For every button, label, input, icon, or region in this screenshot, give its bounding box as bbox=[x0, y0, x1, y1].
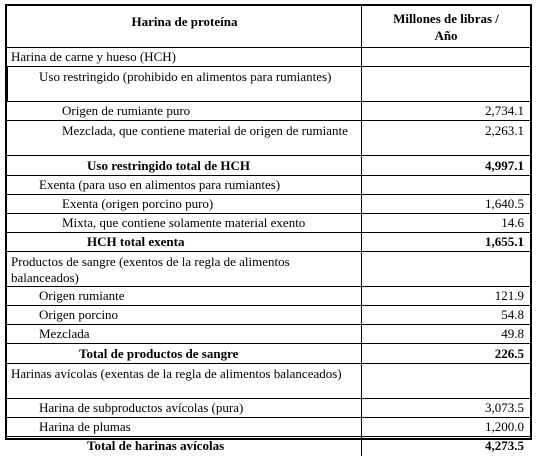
row-label: Harina de subproductos avícolas (pura) bbox=[39, 400, 244, 415]
table-row bbox=[7, 175, 530, 194]
row-value: 4,997.1 bbox=[485, 158, 524, 173]
row-label: Mixta, que contiene solamente material exento bbox=[62, 215, 306, 230]
header-million-pounds: Millones de libras / Año bbox=[393, 11, 499, 43]
row-label: HCH total exenta bbox=[87, 234, 185, 249]
table-row-total bbox=[7, 155, 530, 175]
table-row bbox=[7, 251, 530, 286]
table-row bbox=[7, 66, 530, 101]
table-row bbox=[7, 194, 530, 213]
table-row bbox=[7, 213, 530, 232]
table-row-total bbox=[7, 232, 530, 251]
row-value: 54.8 bbox=[501, 307, 524, 322]
row-value: 2,263.1 bbox=[485, 123, 524, 138]
row-label: Harina de plumas bbox=[39, 419, 131, 434]
row-value: 4,273.5 bbox=[485, 438, 524, 453]
row-label: Total de productos de sangre bbox=[79, 346, 239, 361]
row-value: 49.8 bbox=[501, 326, 524, 341]
table-row bbox=[7, 305, 530, 324]
table-row bbox=[7, 101, 530, 120]
row-value: 121.9 bbox=[494, 288, 524, 303]
row-label: Productos de sangre (exentos de la regla de alimentos balanceados) bbox=[11, 254, 290, 285]
protein-meal-table bbox=[5, 4, 532, 453]
row-value: 1,655.1 bbox=[485, 234, 524, 249]
table-row bbox=[7, 47, 530, 66]
row-label: Harina de carne y hueso (HCH) bbox=[11, 49, 176, 64]
table-row bbox=[7, 286, 530, 305]
row-label: Exenta (origen porcino puro) bbox=[62, 196, 214, 211]
row-value: 1,200.0 bbox=[485, 419, 524, 434]
table-row bbox=[7, 398, 530, 417]
table-row bbox=[7, 363, 530, 398]
row-value: 2,734.1 bbox=[485, 103, 524, 118]
row-label: Total de harinas avícolas bbox=[87, 438, 225, 453]
row-label: Exenta (para uso en alimentos para rumiantes) bbox=[39, 177, 281, 192]
table-header-row bbox=[7, 6, 530, 47]
row-value: 226.5 bbox=[494, 346, 524, 361]
row-value: 14.6 bbox=[501, 215, 524, 230]
row-value: 3,073.5 bbox=[485, 400, 524, 415]
row-label: Uso restringido (prohibido en alimentos para rumiantes) bbox=[39, 69, 332, 84]
table-row-total bbox=[7, 343, 530, 363]
row-label: Uso restringido total de HCH bbox=[87, 158, 250, 173]
row-label: Mezclada, que contiene material de origen de rumiante bbox=[62, 123, 348, 138]
row-label: Harinas avícolas (exentas de la regla de alimentos balanceados) bbox=[11, 366, 342, 381]
table-row bbox=[7, 120, 530, 155]
row-value: 1,640.5 bbox=[485, 196, 524, 211]
row-label: Mezclada bbox=[39, 326, 90, 341]
table-row bbox=[7, 417, 530, 436]
header-protein-meal: Harina de proteína bbox=[131, 14, 238, 29]
table-row-total bbox=[7, 436, 530, 456]
row-label: Origen porcino bbox=[39, 307, 119, 322]
row-label: Origen de rumiante puro bbox=[62, 103, 191, 118]
table-row bbox=[7, 324, 530, 343]
row-label: Origen rumiante bbox=[39, 288, 125, 303]
